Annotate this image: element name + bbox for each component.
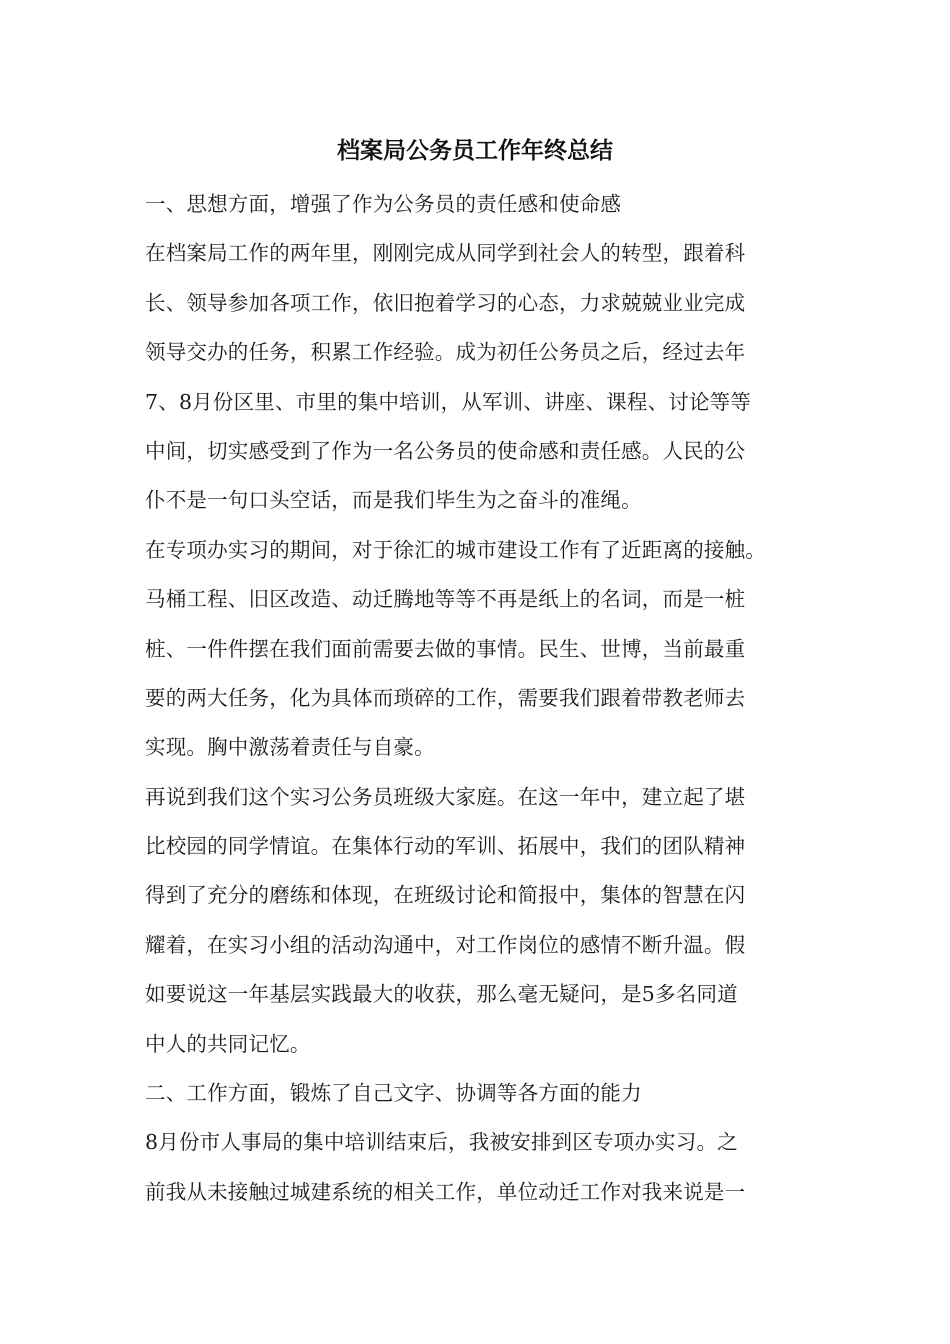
text-line: 一、思想方面，增强了作为公务员的责任感和使命感 [145, 192, 622, 216]
text-line: 中间，切实感受到了作为一名公务员的使命感和责任感。人民的公 [145, 438, 746, 463]
text-line: 要的两大任务，化为具体而琐碎的工作，需要我们跟着带教老师去 [145, 685, 746, 710]
document-body [145, 180, 835, 1217]
text-line: 实现。胸中激荡着责任与自豪。 [145, 735, 435, 760]
text-line: 耀着，在实习小组的活动沟通中，对工作岗位的感情不断升温。假 [145, 932, 746, 957]
text-line: 桩、一件件摆在我们面前需要去做的事情。民生、世博，当前最重 [145, 636, 746, 661]
text-line: 得到了充分的磨练和体现，在班级讨论和简报中，集体的智慧在闪 [145, 883, 746, 908]
text-line: 在专项办实习的期间，对于徐汇的城市建设工作有了近距离的接触。 [145, 537, 766, 562]
text-line: 7、8月份区里、市里的集中培训，从军训、讲座、课程、讨论等等 [145, 389, 752, 414]
text-line: 前我从未接触过城建系统的相关工作，单位动迁工作对我来说是一 [145, 1179, 746, 1204]
text-line: 领导交办的任务，积累工作经验。成为初任公务员之后，经过去年 [145, 340, 746, 365]
text-line: 8月份市人事局的集中培训结束后，我被安排到区专项办实习。之 [145, 1130, 738, 1155]
text-line: 仆不是一句口头空话，而是我们毕生为之奋斗的准绳。 [145, 488, 642, 513]
text-line: 二、工作方面，锻炼了自己文字、协调等各方面的能力 [145, 1081, 642, 1106]
text-line: 马桶工程、旧区改造、动迁腾地等等不再是纸上的名词，而是一桩 [145, 587, 746, 612]
text-line: 长、领导参加各项工作，依旧抱着学习的心态，力求兢兢业业完成 [145, 290, 746, 315]
text-line: 比校园的同学情谊。在集体行动的军训、拓展中，我们的团队精神 [145, 834, 746, 859]
text-line: 中人的共同记忆。 [145, 1031, 311, 1056]
text-line: 如要说这一年基层实践最大的收获，那么毫无疑问，是5多名同道 [145, 982, 738, 1007]
text-line: 再说到我们这个实习公务员班级大家庭。在这一年中，建立起了堪 [145, 784, 746, 809]
text-line: 在档案局工作的两年里，刚刚完成从同学到社会人的转型，跟着科 [145, 241, 746, 266]
document-title: 档案局公务员工作年终总结 [337, 138, 613, 164]
